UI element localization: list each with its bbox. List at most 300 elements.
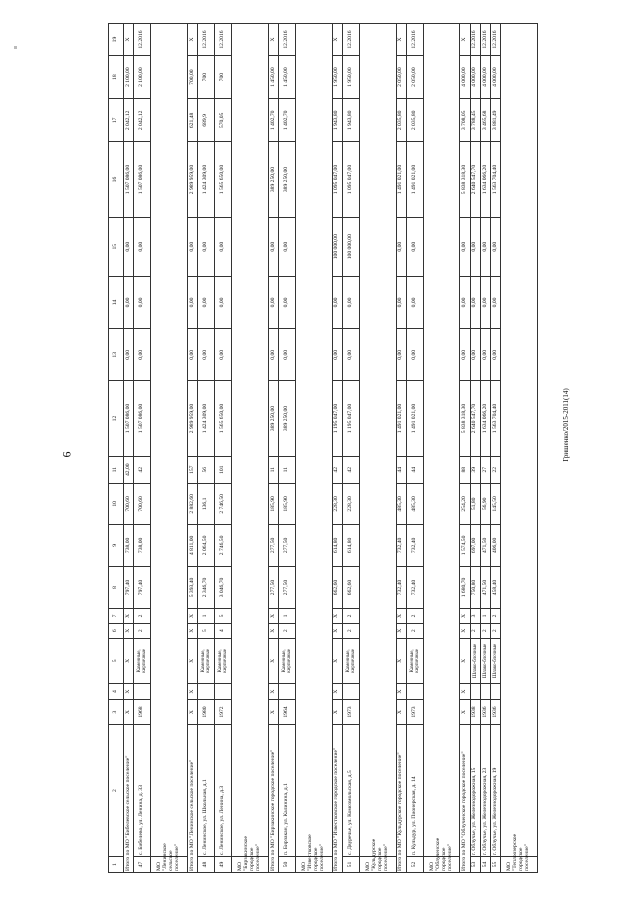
cell: 2 989 959,00	[187, 381, 197, 456]
group-empty	[296, 24, 332, 857]
cell: 0,00	[134, 329, 151, 381]
cell: 0,00	[491, 276, 501, 328]
cell: 1 565 650,00	[215, 381, 232, 456]
cell: X	[124, 609, 134, 624]
cell: 2 746,50	[215, 524, 232, 566]
cell: 88	[460, 456, 470, 483]
cell: 1 507 086,00	[124, 381, 134, 456]
column-number: 3	[109, 700, 124, 725]
cell: 2 064,50	[198, 524, 215, 566]
address-cell: п. Бирзакан, ул. Калинина, д.1	[279, 725, 296, 857]
column-number: 1	[109, 857, 124, 873]
cell: 0,00	[279, 329, 296, 381]
cell: X	[124, 24, 134, 56]
cell: 1 450,00	[279, 56, 296, 99]
cell: 1 195 047,00	[332, 381, 342, 456]
cell: 2 989 959,00	[187, 142, 197, 217]
cell: 1936	[480, 700, 490, 725]
cell: 1 424 309,00	[198, 381, 215, 456]
row-number: 52	[406, 857, 423, 873]
cell: 5 838 318,30	[460, 381, 470, 456]
cell	[406, 684, 423, 700]
cell: 0,00	[460, 217, 470, 276]
page-number: 6	[59, 451, 74, 458]
cell: 1 491 021,00	[396, 142, 406, 217]
cell: 4 000,00	[480, 56, 490, 99]
cell	[342, 684, 359, 700]
column-number: 4	[109, 684, 124, 700]
cell: 614,80	[342, 524, 359, 566]
column-number: 18	[109, 56, 124, 99]
cell: 406,00	[491, 524, 501, 566]
group-empty	[423, 24, 459, 857]
cell: X	[268, 609, 278, 624]
cell: Каменные, кирпичные	[342, 638, 359, 684]
cell: 51,80	[470, 483, 480, 524]
cell: X	[187, 609, 197, 624]
cell: Каменные, кирпичные	[279, 638, 296, 684]
cell: X	[460, 24, 470, 56]
cell: 0,00	[480, 276, 490, 328]
table-row	[480, 24, 490, 873]
cell: 1 634 066,20	[480, 142, 490, 217]
cell: 228,30	[332, 483, 342, 524]
group-title: МО "Известковское городское поселение"	[296, 857, 332, 873]
table-row	[187, 24, 197, 873]
table-row	[124, 24, 134, 873]
column-number: 16	[109, 142, 124, 217]
cell: 4	[215, 623, 232, 638]
cell: 2	[134, 623, 151, 638]
cell: 2 035,80	[406, 99, 423, 142]
cell: 700	[198, 56, 215, 99]
cell: 570,05	[215, 99, 232, 142]
cell: 471,50	[480, 566, 490, 608]
cell: 1 095 047,00	[342, 142, 359, 217]
cell: 0,00	[198, 276, 215, 328]
cell: 2	[406, 609, 423, 624]
group-empty	[151, 24, 187, 857]
cell: X	[268, 24, 278, 56]
cell: X	[460, 609, 470, 624]
cell: 389 250,00	[268, 381, 278, 456]
group-title: МО "Ленинское сельское поселение"	[151, 857, 187, 873]
cell: 2 050,00	[406, 56, 423, 99]
cell: X	[460, 623, 470, 638]
cell: 750,80	[470, 566, 480, 608]
cell: 254,20	[460, 483, 470, 524]
cell: 12.2016	[134, 24, 151, 56]
cell: Каменные, кирпичные	[198, 638, 215, 684]
cell: 0,00	[406, 217, 423, 276]
cell: 1 402,70	[268, 99, 278, 142]
column-number: 6	[109, 623, 124, 638]
address-cell: г. Облучье, ул. Железнодорожная, 15	[470, 725, 480, 857]
cell: X	[396, 623, 406, 638]
cell: X	[332, 623, 342, 638]
cell	[215, 684, 232, 700]
row-number: 50	[279, 857, 296, 873]
cell: 2 100,00	[134, 56, 151, 99]
column-number: 14	[109, 276, 124, 328]
cell: 42	[134, 456, 151, 483]
cell: 2 035,80	[396, 99, 406, 142]
cell: 44	[406, 456, 423, 483]
cell: X	[187, 638, 197, 684]
cell: X	[124, 623, 134, 638]
cell: 145,50	[491, 483, 501, 524]
cell: 4 811,00	[187, 524, 197, 566]
cell: 0,00	[268, 217, 278, 276]
cell: X	[187, 684, 197, 700]
cell: X	[332, 700, 342, 725]
group-empty	[360, 24, 396, 857]
cell: X	[268, 700, 278, 725]
cell: 3 881,49	[491, 99, 501, 142]
table-row	[396, 24, 406, 873]
cell: 485,30	[396, 483, 406, 524]
group-title: МО "Облученское городское поселение"	[423, 857, 459, 873]
cell: 12.2016	[342, 24, 359, 56]
cell: 12.2016	[470, 24, 480, 56]
cell: X	[332, 638, 342, 684]
cell: 1964	[279, 700, 296, 725]
cell: 277,50	[268, 566, 278, 608]
cell: 0,00	[279, 217, 296, 276]
cell: 0,00	[215, 329, 232, 381]
cell: 228,30	[342, 483, 359, 524]
cell: Шлако-блочные	[491, 638, 501, 684]
column-number: 13	[109, 329, 124, 381]
cell: 1972	[215, 700, 232, 725]
cell: 4 000,00	[470, 56, 480, 99]
cell: 1	[198, 609, 215, 624]
cell: 1938	[470, 700, 480, 725]
cell: 22	[491, 456, 501, 483]
cell: 0,00	[134, 217, 151, 276]
table-row	[460, 24, 470, 873]
cell: 3 708,05	[460, 99, 470, 142]
cell: 4 000,00	[460, 56, 470, 99]
column-number: 8	[109, 566, 124, 608]
cell: Шлако-блочные	[470, 638, 480, 684]
cell: 0,00	[124, 276, 134, 328]
cell: 2 882,60	[187, 483, 197, 524]
cell	[470, 684, 480, 700]
cell: 797,40	[134, 566, 151, 608]
cell: 44	[396, 456, 406, 483]
cell: 1 424 309,00	[198, 142, 215, 217]
cell: 0,00	[491, 217, 501, 276]
cell: 1 095 047,00	[332, 142, 342, 217]
cell: 0,00	[460, 329, 470, 381]
cell: Шлако-блочные	[480, 638, 490, 684]
cell	[134, 684, 151, 700]
cell: 185,90	[279, 483, 296, 524]
cell: 2 050,00	[396, 56, 406, 99]
cell: X	[268, 623, 278, 638]
document-code: Гришенко/2015-2011(14)	[562, 388, 570, 462]
group-empty	[232, 24, 268, 857]
cell: 5	[198, 623, 215, 638]
cell: 458,40	[491, 566, 501, 608]
cell: 1 943,80	[342, 99, 359, 142]
cell: 0,00	[460, 276, 470, 328]
cell: 1 491 021,00	[396, 381, 406, 456]
cell: 389 250,00	[279, 381, 296, 456]
cell: 0,00	[268, 329, 278, 381]
cell: 1936	[491, 700, 501, 725]
cell: X	[332, 24, 342, 56]
cell: 2 746,50	[215, 483, 232, 524]
cell: X	[332, 684, 342, 700]
cell: 0,00	[491, 329, 501, 381]
cell: 1 574,50	[460, 524, 470, 566]
cell: 0,00	[470, 276, 480, 328]
cell: X	[460, 684, 470, 700]
row-number: 53	[470, 857, 480, 873]
cell: 1 565 650,00	[215, 142, 232, 217]
cell: X	[268, 638, 278, 684]
cell: 157	[187, 456, 197, 483]
column-number: 10	[109, 483, 124, 524]
cell: 0,00	[124, 217, 134, 276]
cell: 2	[134, 609, 151, 624]
column-number: 12	[109, 381, 124, 456]
cell: 1 950,00	[332, 56, 342, 99]
cell: 2	[406, 623, 423, 638]
address-cell: с. Ленинское, ул. Школьная, д.1	[198, 725, 215, 857]
table-row	[296, 24, 332, 873]
cell: X	[124, 684, 134, 700]
table-row	[342, 24, 359, 873]
table-row	[198, 24, 215, 873]
cell: 2 640 547,70	[470, 381, 480, 456]
column-number: 15	[109, 217, 124, 276]
cell: 732,40	[406, 524, 423, 566]
cell: 136,1	[198, 483, 215, 524]
cell: X	[460, 700, 470, 725]
cell: 1 950,00	[342, 56, 359, 99]
column-number: 7	[109, 609, 124, 624]
cell: 1 507 086,00	[124, 142, 134, 217]
cell: 0,00	[342, 276, 359, 328]
address-cell: с. Бибелево, ул. Ленина, д. 33	[134, 725, 151, 857]
cell: 42	[332, 456, 342, 483]
cell: 56,90	[480, 483, 490, 524]
cell: 1	[480, 609, 490, 624]
address-cell: г. Облучье, ул. Железнодорожная, 23	[480, 725, 490, 857]
cell: 5 393,40	[187, 566, 197, 608]
cell: X	[332, 609, 342, 624]
cell: 0,00	[198, 217, 215, 276]
cell: 700,60	[134, 483, 151, 524]
cell: 12.2016	[215, 24, 232, 56]
table-row	[501, 24, 538, 873]
total-label: Итого по МО "Бирзакинское городское поселение"	[268, 725, 278, 873]
column-number: 9	[109, 524, 124, 566]
cell: Каменные, кирпичные	[134, 638, 151, 684]
cell: 3	[470, 609, 480, 624]
cell: 27	[480, 456, 490, 483]
column-number: 5	[109, 638, 124, 684]
column-number: 19	[109, 24, 124, 56]
cell: 732,40	[396, 566, 406, 608]
group-empty	[501, 24, 538, 857]
cell: 0,00	[134, 276, 151, 328]
column-number: 17	[109, 99, 124, 142]
cell: 0,00	[279, 276, 296, 328]
cell: 11	[279, 456, 296, 483]
total-label: Итого по МО "Кульдурское городское поселение"	[396, 725, 406, 873]
cell: X	[124, 638, 134, 684]
cell: X	[124, 700, 134, 725]
cell: 1 507 086,00	[134, 142, 151, 217]
cell: 0,00	[470, 329, 480, 381]
cell: 1	[279, 609, 296, 624]
table-row	[268, 24, 278, 873]
cell: 485,30	[406, 483, 423, 524]
table-row	[151, 24, 187, 873]
cell: X	[396, 609, 406, 624]
cell: 0,00	[406, 276, 423, 328]
group-title: МО "Теплоозерское городское поселение"	[501, 857, 538, 873]
cell: 0,00	[187, 217, 197, 276]
cell: 3 465,68	[480, 99, 490, 142]
cell: 277,50	[279, 524, 296, 566]
cell: Каменные, кирпичные	[406, 638, 423, 684]
cell: 738,00	[124, 524, 134, 566]
cell: 12.2016	[491, 24, 501, 56]
cell: 0,00	[396, 329, 406, 381]
cell: 2	[480, 623, 490, 638]
header-row	[109, 24, 124, 873]
cell: 5 838 318,30	[460, 142, 470, 217]
cell: 1 491 021,00	[406, 142, 423, 217]
cell: 662,60	[342, 566, 359, 608]
cell: Каменные, кирпичные	[215, 638, 232, 684]
cell: 5	[215, 609, 232, 624]
cell: 12.2016	[406, 24, 423, 56]
total-label: Итого по МО "Ленинское сельское поселение"	[187, 725, 197, 873]
address-cell: с. Ленинское, ул. Ленина, д.3	[215, 725, 232, 857]
cell: 11	[268, 456, 278, 483]
cell: 277,50	[268, 524, 278, 566]
cell: 1 450,00	[268, 56, 278, 99]
table-row	[406, 24, 423, 873]
cell: 100 000,00	[332, 217, 342, 276]
cell: 2 100,00	[124, 56, 134, 99]
cell: 689,9	[198, 99, 215, 142]
cell: 732,40	[396, 524, 406, 566]
row-number: 47	[134, 857, 151, 873]
cell: X	[396, 684, 406, 700]
cell: 0,00	[268, 276, 278, 328]
cell: 12.2016	[198, 24, 215, 56]
table-row	[134, 24, 151, 873]
cell: 732,40	[406, 566, 423, 608]
cell: 2 346,70	[198, 566, 215, 608]
cell: X	[187, 623, 197, 638]
cell: 700,00	[187, 56, 197, 99]
cell: 389 250,00	[268, 142, 278, 217]
cell	[279, 684, 296, 700]
table-row	[491, 24, 501, 873]
cell: 2	[491, 609, 501, 624]
cell: 0,00	[215, 276, 232, 328]
cell: 185,90	[268, 483, 278, 524]
cell: 1973	[342, 700, 359, 725]
cell: 1 943,80	[332, 99, 342, 142]
cell: 3 788,45	[470, 99, 480, 142]
address-cell: п. Кульдур, ул. Пионерская, д. 14	[406, 725, 423, 857]
cell: 0,00	[480, 329, 490, 381]
cell: 389 250,00	[279, 142, 296, 217]
row-number: 55	[491, 857, 501, 873]
row-number: 54	[480, 857, 490, 873]
cell: 0,00	[480, 217, 490, 276]
group-title: МО "Бирзакинское городское поселение"	[232, 857, 268, 873]
table-row	[360, 24, 396, 873]
cell	[198, 684, 215, 700]
total-label: Итого по МО "Бибелевское сельское поселение"	[124, 725, 134, 873]
cell: 2	[279, 623, 296, 638]
total-label: Итого по МО "Известковское городское поселение"	[332, 725, 342, 873]
address-cell: г. Облучье, ул. Железнодорожная, 19	[491, 725, 501, 857]
total-label: Итого по МО "Облученское городское поселение"	[460, 725, 470, 873]
cell: X	[187, 24, 197, 56]
cell: 2	[342, 623, 359, 638]
row-number: 48	[198, 857, 215, 873]
cell: X	[396, 700, 406, 725]
cell: 0,00	[332, 329, 342, 381]
cell: 0,00	[332, 276, 342, 328]
column-number: 11	[109, 456, 124, 483]
table-row	[423, 24, 459, 873]
table-row	[470, 24, 480, 873]
table-row	[332, 24, 342, 873]
cell: 2	[470, 623, 480, 638]
cell: 12.2016	[279, 24, 296, 56]
cell: X	[396, 638, 406, 684]
cell: 0,00	[124, 329, 134, 381]
cell: 2 640 547,70	[470, 142, 480, 217]
cell: X	[460, 638, 470, 684]
cell: 2	[491, 623, 501, 638]
cell: 3 046,70	[215, 566, 232, 608]
cell: 2 042,12	[134, 99, 151, 142]
cell: 39	[470, 456, 480, 483]
cell: 0,00	[215, 217, 232, 276]
cell: 0,00	[342, 329, 359, 381]
cell: 0,00	[187, 329, 197, 381]
cell: 1 563 704,40	[491, 381, 501, 456]
table-row	[232, 24, 268, 873]
cell: 0,00	[187, 276, 197, 328]
scan-artifact	[14, 46, 17, 49]
cell: 42,00	[124, 456, 134, 483]
cell: 700,60	[124, 483, 134, 524]
cell	[480, 684, 490, 700]
cell: 471,50	[480, 524, 490, 566]
cell: X	[187, 700, 197, 725]
cell: 700	[215, 56, 232, 99]
cell: 2	[342, 609, 359, 624]
cell: 614,80	[332, 524, 342, 566]
cell: 1968	[134, 700, 151, 725]
cell: 1980	[198, 700, 215, 725]
cell: 738,00	[134, 524, 151, 566]
